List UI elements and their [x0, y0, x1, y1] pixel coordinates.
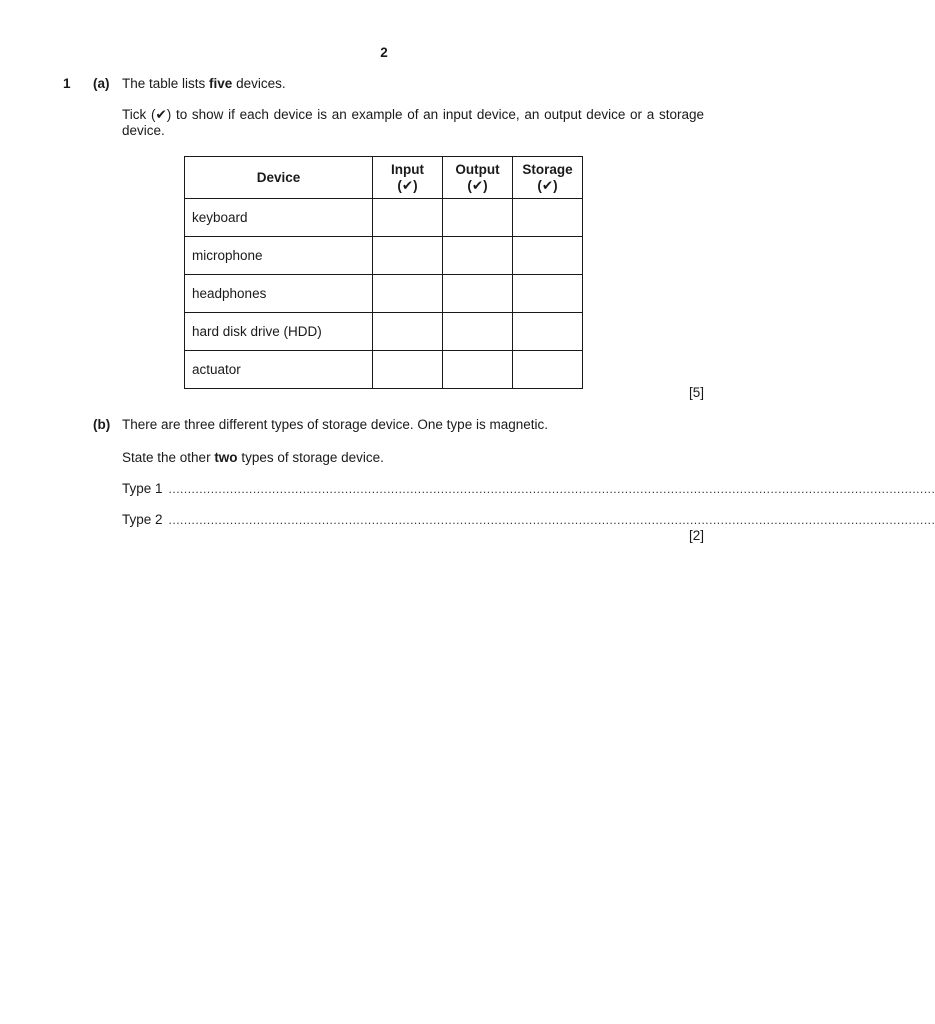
part-a-intro: [122, 76, 286, 91]
answer-line-type-2[interactable]: [122, 512, 935, 527]
part-b-instruction-post: types of storage device.: [237, 450, 384, 465]
tick-cell-actuator-input[interactable]: [373, 351, 443, 389]
table-row: [185, 275, 583, 313]
devices-table: [184, 156, 583, 389]
answer-label-type-2: Type 2: [122, 512, 163, 527]
tick-cell-actuator-storage[interactable]: [513, 351, 583, 389]
tick-cell-hdd-input[interactable]: [373, 313, 443, 351]
part-a-intro-post: devices.: [232, 76, 286, 91]
answer-label-type-1: Type 1: [122, 481, 163, 496]
part-b-label: (b): [93, 417, 111, 432]
part-a-marks: [5]: [688, 385, 704, 400]
device-name-keyboard: keyboard: [185, 199, 373, 237]
header-input-label: Input: [391, 161, 424, 177]
header-storage: [513, 157, 583, 199]
part-a-intro-pre: The table lists: [122, 76, 210, 91]
header-device: Device: [185, 157, 373, 199]
header-output-tick: (✔): [467, 177, 488, 193]
header-input-tick: (✔): [397, 177, 418, 193]
part-b-marks: [2]: [688, 528, 704, 543]
tick-cell-hdd-storage[interactable]: [513, 313, 583, 351]
tick-cell-microphone-input[interactable]: [373, 237, 443, 275]
device-name-microphone: microphone: [185, 237, 373, 275]
answer-line-type-1[interactable]: [122, 481, 935, 496]
tick-cell-keyboard-input[interactable]: [373, 199, 443, 237]
table-row: [185, 313, 583, 351]
tick-cell-keyboard-output[interactable]: [443, 199, 513, 237]
part-b-instruction: [122, 450, 384, 465]
tick-cell-hdd-output[interactable]: [443, 313, 513, 351]
device-name-actuator: actuator: [185, 351, 373, 389]
header-storage-label: Storage: [522, 161, 573, 177]
device-name-hdd: hard disk drive (HDD): [185, 313, 373, 351]
header-storage-tick: (✔): [537, 177, 558, 193]
table-row: [185, 237, 583, 275]
answer-dots-type-1[interactable]: ........................................................................................................................................................................................................: [168, 482, 935, 496]
part-a-intro-bold: five: [209, 76, 233, 91]
header-input: [373, 157, 443, 199]
header-output: [443, 157, 513, 199]
page-number: 2: [380, 45, 388, 60]
table-row: [185, 351, 583, 389]
tick-cell-headphones-output[interactable]: [443, 275, 513, 313]
answer-dots-type-2[interactable]: ........................................................................................................................................................................................................: [168, 513, 935, 527]
tick-cell-actuator-output[interactable]: [443, 351, 513, 389]
tick-cell-microphone-output[interactable]: [443, 237, 513, 275]
tick-cell-microphone-storage[interactable]: [513, 237, 583, 275]
part-b-instruction-bold: two: [214, 450, 238, 465]
header-output-label: Output: [455, 161, 500, 177]
tick-cell-keyboard-storage[interactable]: [513, 199, 583, 237]
tick-cell-headphones-input[interactable]: [373, 275, 443, 313]
part-b-instruction-pre: State the other: [122, 450, 215, 465]
table-row: [185, 199, 583, 237]
part-b-intro: There are three different types of storage device. One type is magnetic.: [122, 417, 548, 432]
part-a-label: (a): [93, 76, 110, 91]
part-a-instruction: Tick (✔) to show if each device is an example of an input device, an output device or a storage device.: [122, 107, 704, 138]
question-number: 1: [63, 76, 71, 91]
tick-cell-headphones-storage[interactable]: [513, 275, 583, 313]
table-header-row: [185, 157, 583, 199]
device-name-headphones: headphones: [185, 275, 373, 313]
